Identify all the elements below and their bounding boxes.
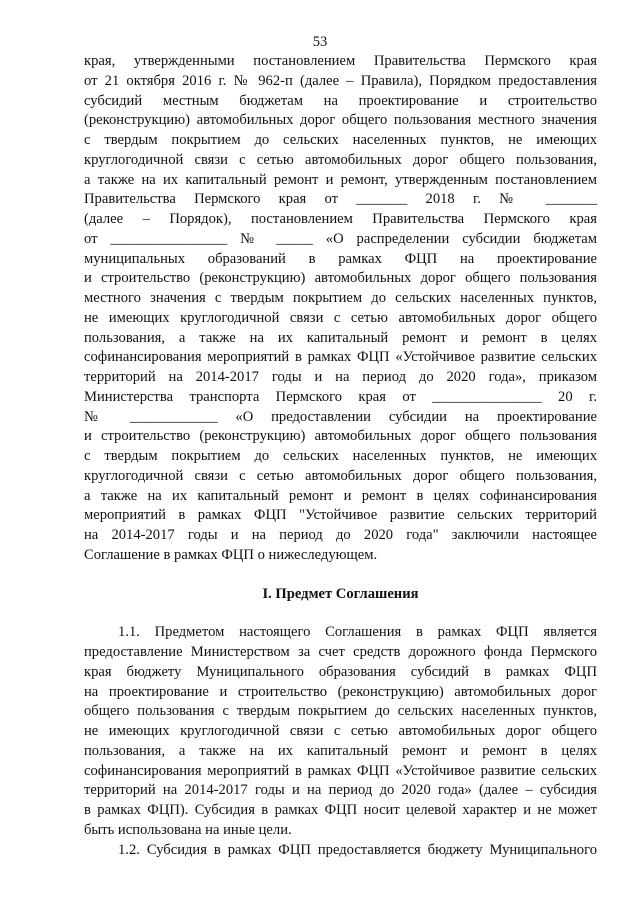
text-line: мероприятий в рамках ФЦП "Устойчивое развитие сельских территорий	[84, 507, 597, 524]
text-line: № ____________ «О предоставлении субсидии на проектирование	[84, 408, 597, 425]
text-line: а также на их капитальный ремонт и ремонт в целях софинансирования	[84, 487, 597, 504]
text-line: от ________________ № _____ «О распределении субсидии бюджетам	[84, 230, 597, 247]
text-line: а также на их капитальный ремонт и ремонт, утвержденным постановлением	[84, 171, 597, 188]
text-line: круглогодичной связи с сетью автомобильных дорог общего пользования,	[84, 467, 597, 484]
text-line: (далее – Порядок), постановлением Правительства Пермского края	[84, 211, 597, 227]
text-line: и строительство (реконструкцию) автомобильных дорог общего пользования	[84, 270, 597, 287]
text-line: Соглашение в рамках ФЦП о нижеследующем.	[84, 546, 378, 563]
intro-paragraph	[84, 52, 597, 566]
text-line: на 2014-2017 годы и на период до 2020 года" заключили настоящее	[84, 527, 597, 543]
text-line: не имеющих круглогодичной связи с сетью автомобильных дорог общего	[84, 309, 597, 326]
text-line: субсидий местным бюджетам на проектирование и строительство	[84, 92, 597, 109]
text-line: края бюджету Муниципального образования субсидий в рамках ФЦП	[84, 663, 597, 680]
section-heading: I. Предмет Соглашения	[262, 585, 419, 602]
text-line: местного значения с твердым покрытием до сельских населенных пунктов,	[84, 290, 597, 306]
text-line: Министерства транспорта Пермского края от _______________ 20 г.	[84, 388, 597, 405]
text-line: территорий на 2014-2017 годы и на период до 2020 года», приказом	[84, 369, 597, 385]
page-number: 53	[312, 34, 328, 50]
text-line: круглогодичной связи с сетью автомобильных дорог общего пользования,	[84, 151, 597, 168]
text-line: не имеющих круглогодичной связи с сетью автомобильных дорог общего	[84, 723, 597, 739]
text-line: (реконструкцию) автомобильных дорог общего пользования местного значения	[84, 112, 597, 129]
text-line: общего пользования с твердым покрытием до сельских населенных пунктов,	[84, 703, 597, 720]
text-line: муниципальных образований в рамках ФЦП на проектирование	[84, 250, 597, 267]
text-line: 1.2. Субсидия в рамках ФЦП предоставляется бюджету Муниципального	[118, 841, 597, 858]
document-body	[84, 52, 597, 860]
text-line: от 21 октября 2016 г. № 962-п (далее – Правила), Порядком предоставления	[84, 72, 597, 89]
text-line: Правительства Пермского края от _______ 2018 г. № _______	[84, 191, 597, 208]
text-line: с твердым покрытием до сельских населенных пунктов, не имеющих	[84, 448, 597, 464]
text-line: 1.1. Предметом настоящего Соглашения в рамках ФЦП является	[118, 624, 597, 641]
text-line: края, утвержденными постановлением Правительства Пермского края	[84, 53, 597, 69]
text-line: предоставление Министерством за счет средств дорожного фонда Пермского	[84, 644, 597, 660]
clause-1-1	[84, 623, 597, 840]
text-line: пользования, а также на их капитальный ремонт и ремонт в целях	[84, 742, 597, 759]
text-line: территорий на 2014-2017 годы и на период до 2020 года» (далее – субсидия	[84, 782, 597, 799]
text-line: софинансирования мероприятий в рамках ФЦП «Устойчивое развитие сельских	[84, 349, 597, 366]
text-line: и строительство (реконструкцию) автомобильных дорог общего пользования	[84, 428, 597, 445]
text-line: на проектирование и строительство (реконструкцию) автомобильных дорог	[84, 683, 597, 700]
text-line: с твердым покрытием до сельских населенных пунктов, не имеющих	[84, 132, 597, 148]
text-line: в рамках ФЦП). Субсидия в рамках ФЦП носит целевой характер и не может	[84, 802, 597, 818]
text-line: пользования, а также на их капитальный ремонт и ремонт в целях	[84, 329, 597, 346]
text-line: софинансирования мероприятий в рамках ФЦП «Устойчивое развитие сельских	[84, 762, 597, 779]
clause-1-2	[84, 841, 597, 861]
text-line: быть использована на иные цели.	[84, 821, 292, 838]
